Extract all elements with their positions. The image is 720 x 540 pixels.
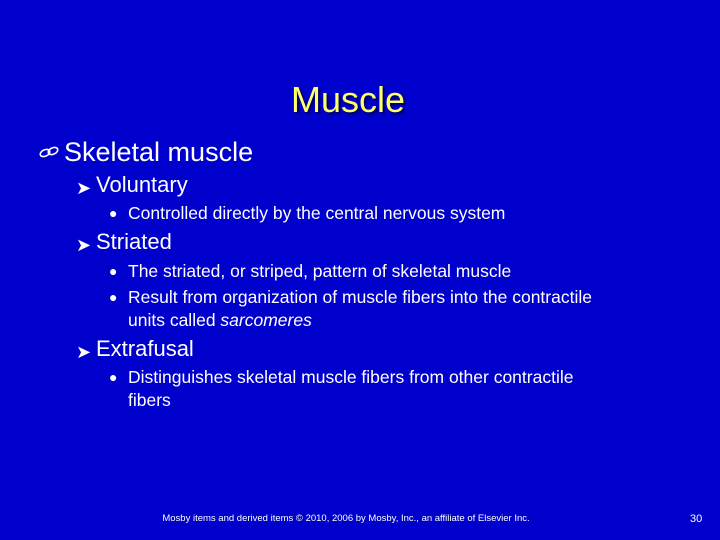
arrowhead-bullet-icon: ➤	[76, 178, 92, 198]
dot-bullet-icon: ●	[109, 369, 118, 385]
sub-bullet-text: Controlled directly by the central nervous system	[128, 203, 506, 223]
page-number: 30	[690, 513, 703, 525]
sub-bullet-text: The striated, or striped, pattern of skeletal muscle	[128, 261, 512, 281]
bullet-text: Striated	[96, 229, 172, 254]
copyright-footer: Mosby items and derived items © 2010, 2006 by Mosby, Inc., an affiliate of Elsevier Inc.	[162, 513, 530, 524]
slide-title: Muscle	[290, 79, 406, 120]
dot-bullet-icon: ●	[109, 289, 118, 305]
emphasis-term: sarcomeres	[220, 310, 312, 330]
bullet-text: Voluntary	[96, 172, 188, 197]
dot-bullet-icon: ●	[109, 263, 118, 279]
bullet-text: Skeletal muscle	[64, 137, 254, 167]
chain-link-icon	[38, 141, 60, 163]
arrowhead-bullet-icon: ➤	[76, 235, 92, 255]
sub-bullet-text	[128, 366, 668, 412]
sub-bullet-line-2: units called	[128, 310, 221, 330]
sub-bullet-line-2: fibers	[128, 390, 171, 410]
sub-bullet-line-1: Result from organization of muscle fibers into the contractile	[128, 287, 592, 307]
sub-bullet-line-1: Distinguishes skeletal muscle fibers from other contractile	[128, 367, 574, 387]
arrowhead-bullet-icon: ➤	[76, 342, 92, 362]
dot-bullet-icon: ●	[109, 205, 118, 221]
bullet-text: Extrafusal	[96, 336, 194, 361]
sub-bullet-text	[128, 286, 668, 332]
